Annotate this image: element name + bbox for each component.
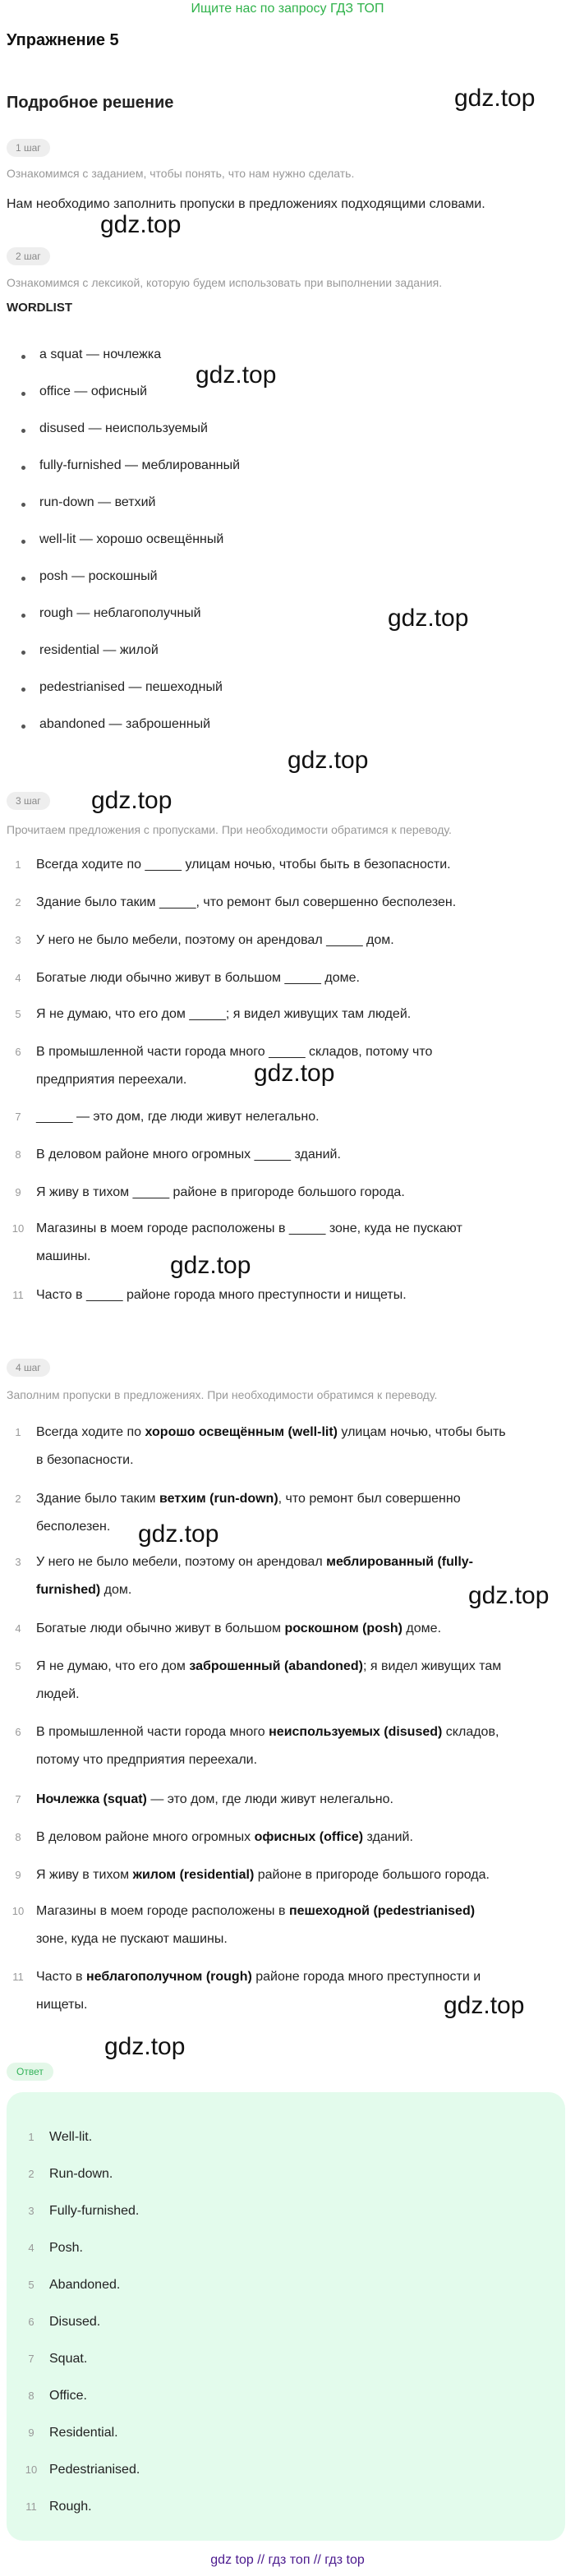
- wordlist-text: a squat — ночлежка: [39, 347, 162, 361]
- sentence-text: В деловом районе много огромных _____ зданий.: [36, 1148, 341, 1162]
- sentence-number: 4: [15, 972, 21, 984]
- watermark: gdz.top: [100, 211, 182, 238]
- gapped-sentence: [12, 964, 567, 992]
- sentence-number: 9: [15, 1186, 21, 1198]
- wordlist-item: [23, 458, 240, 473]
- answer-highlight: Ночлежка (squat): [36, 1792, 147, 1806]
- wordlist-text: pedestrianised — пешеходный: [39, 680, 223, 694]
- step-badge: 2 шаг: [7, 247, 50, 265]
- wordlist-item: [23, 569, 158, 584]
- sentence-text: складов,: [442, 1725, 499, 1739]
- watermark: gdz.top: [196, 361, 277, 389]
- sentence-text: районе города много преступности и: [251, 1970, 481, 1984]
- section-subtitle: Подробное решение: [7, 94, 174, 112]
- answer-highlight: неиспользуемых (disused): [269, 1725, 443, 1739]
- filled-sentence: [12, 1824, 567, 1852]
- watermark: gdz.top: [388, 605, 469, 632]
- answer-text: Well-lit.: [49, 2130, 93, 2144]
- sentence-text: Часто в: [36, 1970, 86, 1984]
- sentence-text: Я не думаю, что его дом _____; я видел живущих там людей.: [36, 1007, 412, 1021]
- watermark: gdz.top: [468, 1582, 550, 1609]
- wordlist-text: well-lit — хорошо освещённый: [39, 532, 224, 546]
- page-title: Упражнение 5: [7, 31, 119, 49]
- wordlist-text: abandoned — заброшенный: [39, 717, 211, 731]
- filled-sentence: [12, 1963, 567, 2019]
- sentence-text: Магазины в моем городе расположены в _____ зоне, куда не пускают: [36, 1221, 462, 1235]
- sentence-number: 4: [15, 1622, 21, 1635]
- answer-number: 10: [25, 2463, 38, 2476]
- sentence-number: 1: [15, 1426, 21, 1438]
- gapped-sentence: [12, 889, 567, 917]
- watermark: gdz.top: [138, 1520, 219, 1548]
- wordlist-text: run-down — ветхий: [39, 495, 156, 509]
- answer-text: Run-down.: [49, 2167, 113, 2181]
- sentence-text: ; я видел живущих там: [362, 1659, 502, 1673]
- gapped-sentence: [12, 1038, 567, 1094]
- gapped-sentence: [12, 1103, 567, 1131]
- bullet-icon: [21, 651, 25, 655]
- sentence-number: 8: [15, 1831, 21, 1843]
- watermark: gdz.top: [104, 2033, 186, 2060]
- answer-number: 1: [28, 2131, 34, 2143]
- watermark: gdz.top: [170, 1252, 251, 1279]
- gapped-sentence: [12, 1281, 567, 1309]
- answer-text: Posh.: [49, 2241, 83, 2255]
- sentence-number: 6: [15, 1726, 21, 1738]
- sentence-text: Я живу в тихом _____ районе в пригороде большого города.: [36, 1185, 405, 1199]
- filled-sentence: [12, 1898, 567, 1953]
- sentence-number: 2: [15, 896, 21, 908]
- bullet-icon: [21, 429, 25, 433]
- answer-text: Residential.: [49, 2426, 118, 2440]
- sentence-text: В промышленной части города много _____ складов, потому что: [36, 1045, 433, 1059]
- sentence-number: 2: [15, 1493, 21, 1505]
- answer-highlight: хорошо освещённым (well-lit): [145, 1425, 338, 1439]
- answer-badge: Ответ: [7, 2063, 53, 2081]
- wordlist-item: [23, 532, 223, 547]
- wordlist-item: [23, 643, 159, 658]
- answer-number: 11: [25, 2500, 37, 2513]
- filled-sentence: [12, 1615, 567, 1643]
- sentence-text: потому что предприятия переехали.: [36, 1753, 258, 1767]
- step-hint: Ознакомимся с лексикой, которую будем использовать при выполнении задания.: [7, 276, 443, 289]
- gapped-sentence: [12, 927, 567, 954]
- top-banner: Ищите нас по запросу ГДЗ ТОП: [191, 2, 384, 16]
- sentence-text: районе в пригороде большого города.: [254, 1868, 490, 1882]
- sentence-text: людей.: [36, 1687, 80, 1701]
- answer-item: [25, 2167, 113, 2182]
- gapped-sentence: [12, 1215, 567, 1271]
- answer-item: [25, 2204, 139, 2219]
- sentence-number: 7: [15, 1793, 21, 1806]
- sentence-text: Богатые люди обычно живут в большом _____ доме.: [36, 971, 360, 985]
- bullet-icon: [21, 540, 25, 544]
- sentence-text: Всегда ходите по _____ улицам ночью, чтобы быть в безопасности.: [36, 858, 451, 872]
- filled-sentence: [12, 1861, 567, 1889]
- sentence-number: 5: [15, 1008, 21, 1020]
- sentence-text: зданий.: [363, 1830, 413, 1844]
- step-text: Нам необходимо заполнить пропуски в предложениях подходящими словами.: [7, 197, 485, 211]
- answer-highlight: меблированный (fully-: [326, 1555, 474, 1569]
- answer-item: [25, 2463, 140, 2477]
- bullet-icon: [21, 577, 25, 581]
- bullet-icon: [21, 724, 25, 729]
- sentence-text: Я не думаю, что его дом: [36, 1659, 190, 1673]
- wordlist-text: fully-furnished — меблированный: [39, 458, 241, 472]
- sentence-text: зоне, куда не пускают машины.: [36, 1932, 228, 1946]
- answer-item: [25, 2278, 120, 2293]
- answer-highlight: жилом (residential): [132, 1868, 255, 1882]
- step-badge: 4 шаг: [7, 1359, 50, 1377]
- answer-text: Pedestrianised.: [49, 2463, 140, 2477]
- watermark: gdz.top: [454, 85, 536, 112]
- sentence-text: У него не было мебели, поэтому он арендовал _____ дом.: [36, 933, 394, 947]
- wordlist-item: [23, 421, 208, 436]
- answer-number: 4: [28, 2242, 34, 2254]
- sentence-number: 6: [15, 1046, 21, 1058]
- filled-sentence: [12, 1419, 567, 1474]
- answer-highlight: неблагополучном (rough): [86, 1970, 252, 1984]
- sentence-text: Здание было таким: [36, 1492, 159, 1506]
- answer-highlight: ветхим (run-down): [159, 1492, 278, 1506]
- sentence-text: , что ремонт был совершенно: [278, 1492, 461, 1506]
- answer-item: [25, 2130, 92, 2145]
- watermark: gdz.top: [288, 747, 369, 774]
- sentence-text: У него не было мебели, поэтому он арендовал: [36, 1555, 327, 1569]
- wordlist-item: [23, 606, 201, 621]
- answer-item: [25, 2389, 87, 2404]
- sentence-text: В промышленной части города много: [36, 1725, 269, 1739]
- answer-number: 8: [28, 2390, 34, 2402]
- step-badge: 1 шаг: [7, 139, 50, 157]
- wordlist-text: residential — жилой: [39, 643, 159, 657]
- bullet-icon: [21, 392, 25, 396]
- wordlist-text: disused — неиспользуемый: [39, 421, 208, 435]
- sentence-number: 10: [12, 1222, 25, 1235]
- answer-item: [25, 2500, 92, 2514]
- sentence-text: бесполезен.: [36, 1520, 111, 1534]
- answer-number: 6: [28, 2316, 34, 2328]
- sentence-text: В деловом районе много огромных: [36, 1830, 255, 1844]
- sentence-text: нищеты.: [36, 1998, 88, 2012]
- sentence-number: 9: [15, 1869, 21, 1881]
- answer-number: 7: [28, 2353, 34, 2365]
- gapped-sentence: [12, 1179, 567, 1207]
- sentence-text: Всегда ходите по: [36, 1425, 145, 1439]
- answer-highlight: пешеходной (pedestrianised): [288, 1904, 476, 1918]
- watermark: gdz.top: [444, 1992, 525, 2019]
- gapped-sentence: [12, 1000, 567, 1028]
- step-badge: 3 шаг: [7, 792, 50, 810]
- sentence-text: предприятия переехали.: [36, 1073, 187, 1087]
- sentence-text: Магазины в моем городе расположены в: [36, 1904, 289, 1918]
- wordlist-title: WORDLIST: [7, 301, 72, 315]
- sentence-text: Богатые люди обычно живут в большом: [36, 1622, 285, 1635]
- bullet-icon: [21, 614, 25, 618]
- wordlist-item: [23, 717, 210, 732]
- footer-links[interactable]: gdz top // гдз топ // гдз top: [210, 2553, 365, 2567]
- sentence-number: 5: [15, 1660, 21, 1672]
- wordlist-text: rough — неблагополучный: [39, 606, 201, 620]
- answer-text: Rough.: [49, 2500, 92, 2514]
- step-hint: Ознакомимся с заданием, чтобы понять, что нам нужно сделать.: [7, 167, 355, 180]
- watermark: gdz.top: [254, 1060, 335, 1087]
- answer-number: 2: [28, 2168, 34, 2180]
- sentence-text: в безопасности.: [36, 1453, 134, 1467]
- filled-sentence: [12, 1786, 567, 1814]
- answer-text: Abandoned.: [49, 2278, 121, 2292]
- sentence-number: 1: [15, 858, 21, 871]
- sentence-text: _____ — это дом, где люди живут нелегально.: [36, 1110, 320, 1124]
- answer-item: [25, 2241, 83, 2256]
- answer-text: Disused.: [49, 2315, 101, 2329]
- sentence-text: доме.: [402, 1622, 442, 1635]
- wordlist-text: posh — роскошный: [39, 569, 158, 583]
- answer-item: [25, 2315, 100, 2330]
- answer-number: 9: [28, 2426, 34, 2439]
- answer-highlight: furnished): [36, 1583, 101, 1597]
- bullet-icon: [21, 355, 25, 359]
- filled-sentence: [12, 1653, 567, 1709]
- bullet-icon: [21, 688, 25, 692]
- answer-text: Squat.: [49, 2352, 88, 2366]
- answer-highlight: роскошном (posh): [284, 1622, 402, 1635]
- sentence-text: — это дом, где люди живут нелегально.: [146, 1792, 393, 1806]
- wordlist-item: [23, 384, 147, 399]
- bullet-icon: [21, 503, 25, 507]
- sentence-text: улицам ночью, чтобы быть: [337, 1425, 506, 1439]
- sentence-number: 3: [15, 1556, 21, 1568]
- sentence-number: 3: [15, 934, 21, 946]
- sentence-text: дом.: [100, 1583, 132, 1597]
- sentence-text: машины.: [36, 1249, 91, 1263]
- answer-text: Office.: [49, 2389, 87, 2403]
- wordlist-item: [23, 495, 155, 510]
- sentence-text: Часто в _____ районе города много преступности и нищеты.: [36, 1288, 407, 1302]
- filled-sentence: [12, 1548, 567, 1604]
- gapped-sentence: [12, 851, 567, 879]
- sentence-text: Я живу в тихом: [36, 1868, 133, 1882]
- bullet-icon: [21, 466, 25, 470]
- answer-item: [25, 2352, 87, 2367]
- sentence-text: Здание было таким _____, что ремонт был совершенно бесполезен.: [36, 895, 457, 909]
- gapped-sentence: [12, 1141, 567, 1169]
- watermark: gdz.top: [91, 787, 172, 814]
- answer-highlight: заброшенный (abandoned): [189, 1659, 363, 1673]
- filled-sentence: [12, 1718, 567, 1774]
- wordlist-item: [23, 680, 223, 695]
- sentence-number: 11: [12, 1289, 24, 1301]
- wordlist-item: [23, 347, 161, 362]
- answer-number: 5: [28, 2279, 34, 2291]
- answer-item: [25, 2426, 118, 2440]
- sentence-number: 10: [12, 1905, 25, 1917]
- step-hint: Заполним пропуски в предложениях. При необходимости обратимся к переводу.: [7, 1388, 438, 1401]
- wordlist-text: office — офисный: [39, 384, 148, 398]
- sentence-number: 11: [12, 1971, 24, 1983]
- answer-highlight: офисных (office): [254, 1830, 364, 1844]
- step-hint: Прочитаем предложения с пропусками. При необходимости обратимся к переводу.: [7, 823, 452, 836]
- sentence-number: 7: [15, 1111, 21, 1123]
- answer-text: Fully-furnished.: [49, 2204, 140, 2218]
- sentence-number: 8: [15, 1148, 21, 1161]
- answer-number: 3: [28, 2205, 34, 2217]
- filled-sentence: [12, 1485, 567, 1541]
